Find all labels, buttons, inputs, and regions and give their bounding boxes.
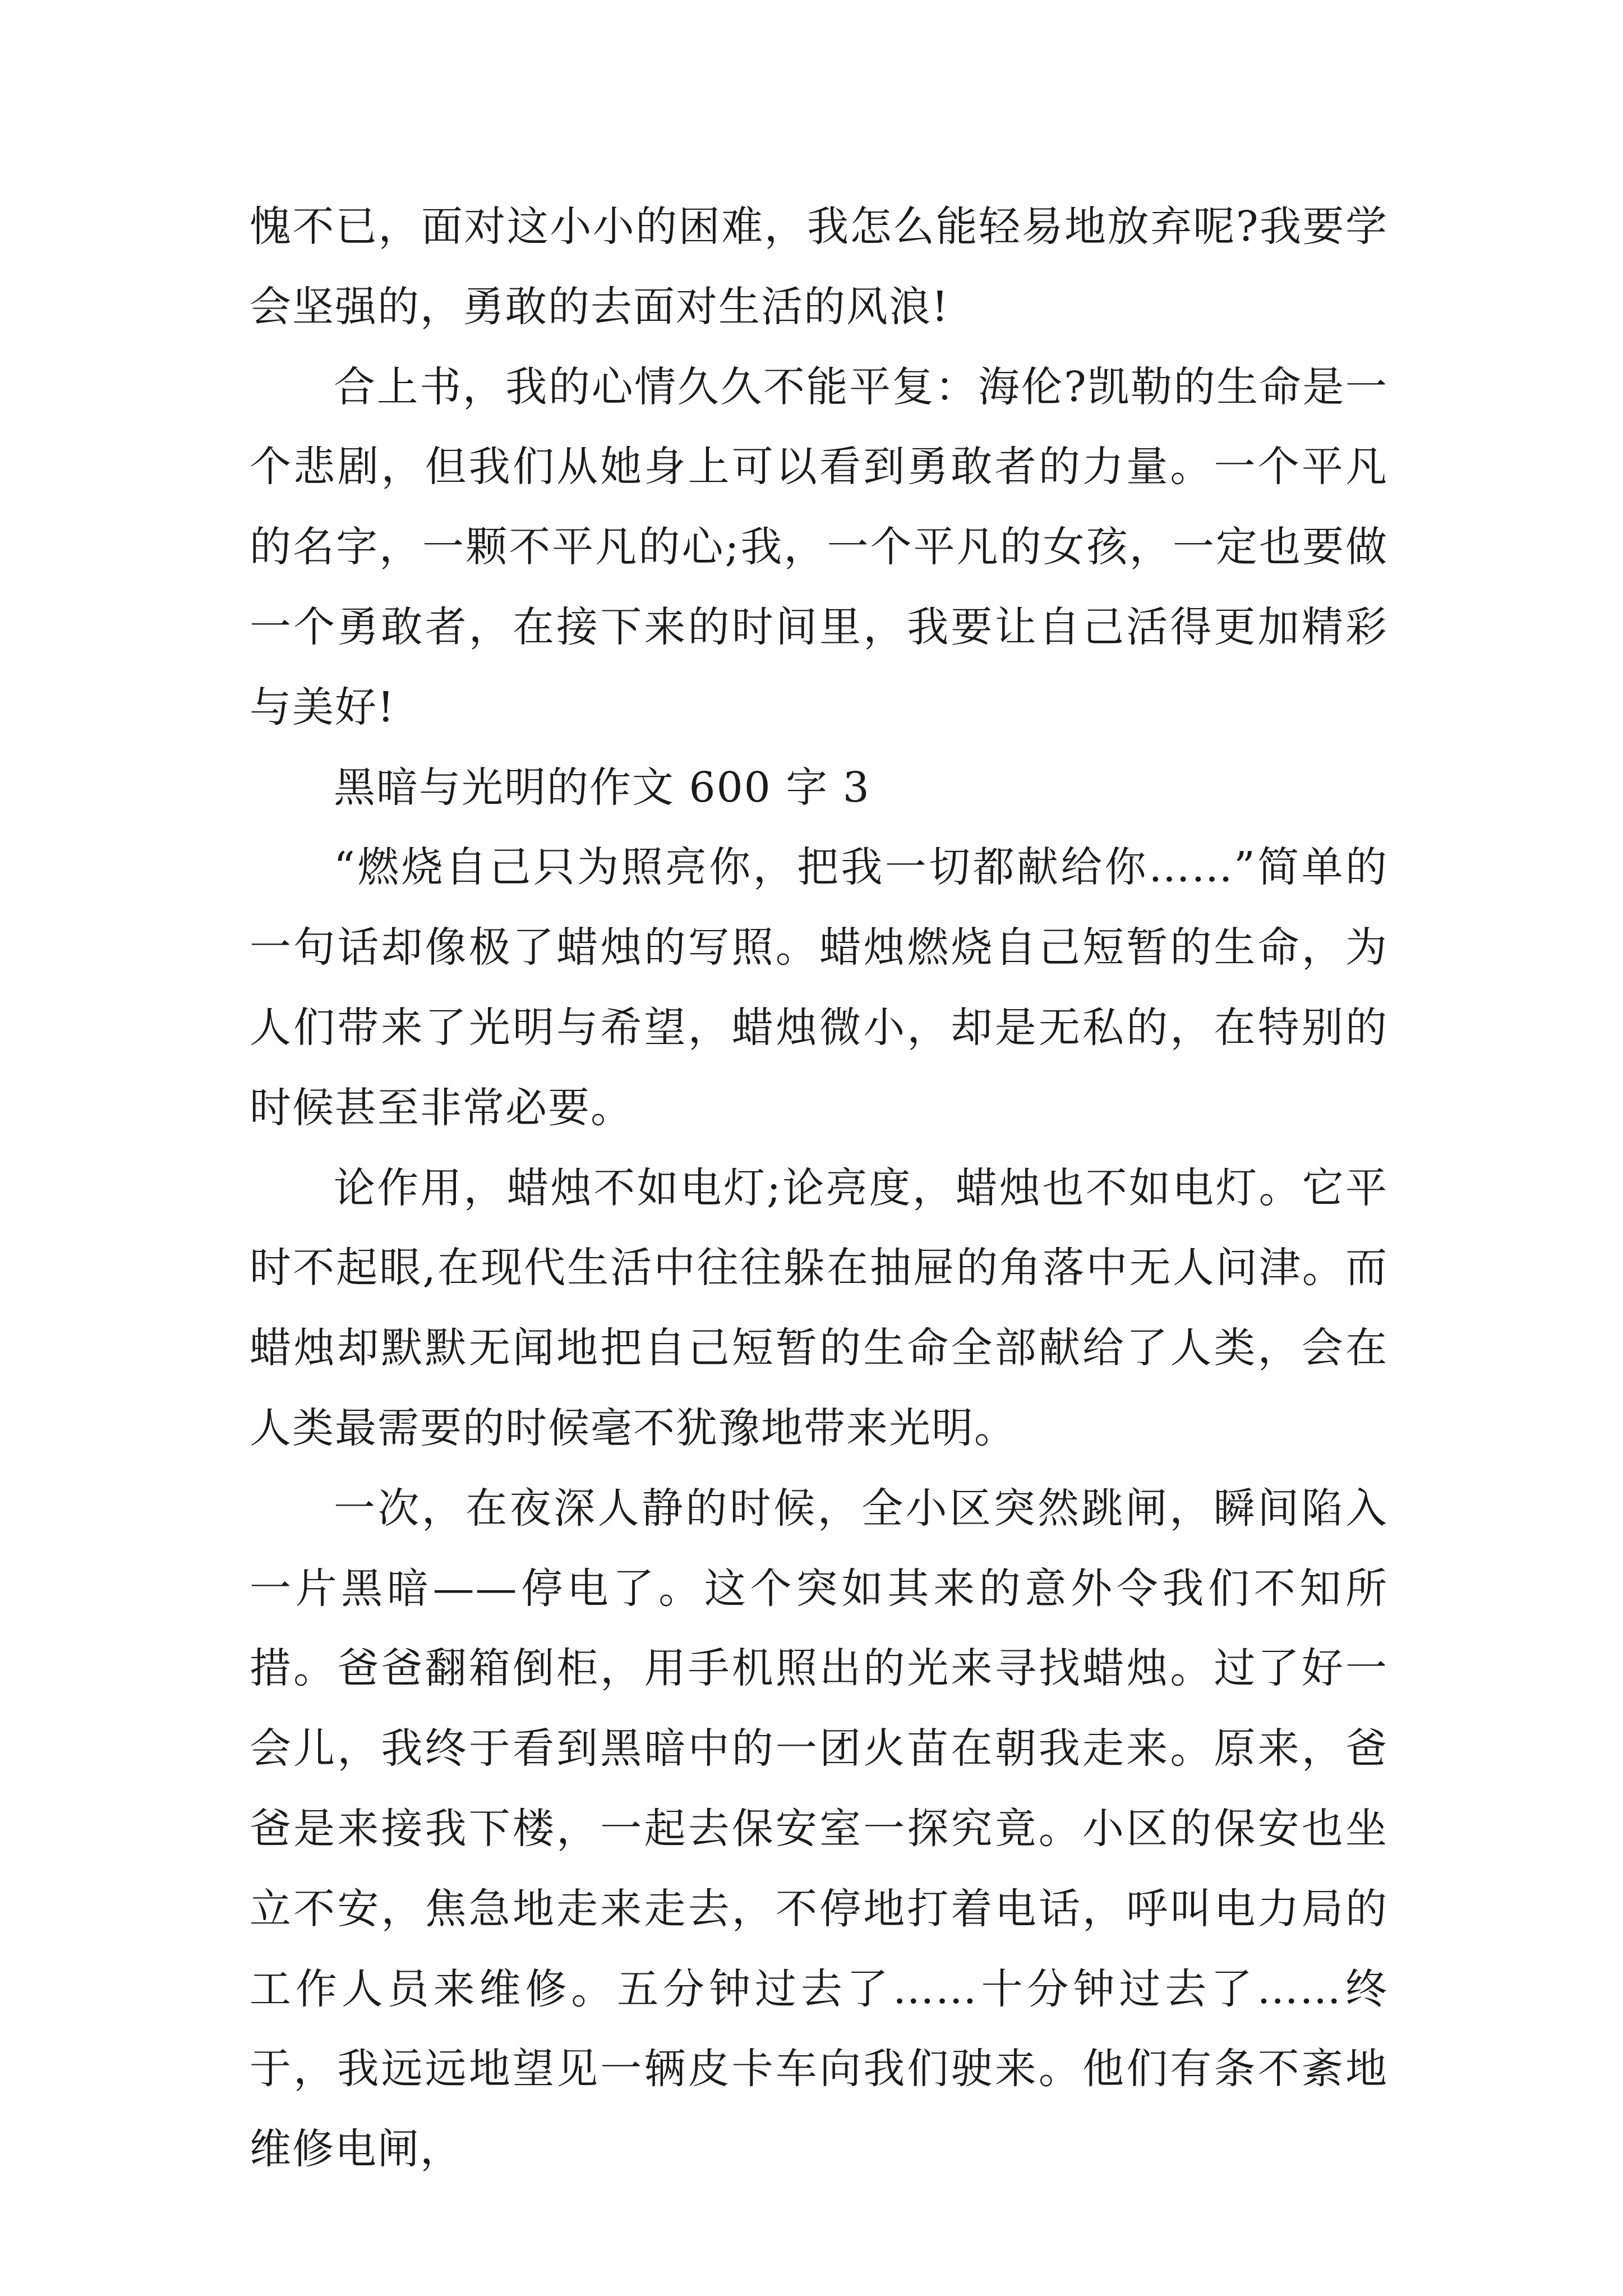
section-heading: 黑暗与光明的作文 600 字 3: [334, 763, 870, 812]
paragraph-4: 论作用，蜡烛不如电灯;论亮度，蜡烛也不如电灯。它平时不起眼,在现代生活中往往躲在抽屉的角落中无人问津。而蜡烛却默默无闻地把自己短暂的生命全部献给了人类，会在人类最需要的时候毫不犹豫地带来光明。: [250, 1163, 1388, 1452]
paragraph-1: 愧不已，面对这小小的困难，我怎么能轻易地放弃呢?我要学会坚强的，勇敢的去面对生活的风浪!: [250, 203, 1388, 331]
paragraph-2: 合上书，我的心情久久不能平复：海伦?凯勒的生命是一个悲剧，但我们从她身上可以看到勇敢者的力量。一个平凡的名字，一颗不平凡的心;我，一个平凡的女孩，一定也要做一个勇敢者，在接下来的时间里，我要让自己活得更加精彩与美好!: [250, 362, 1388, 731]
paragraph-3: “燃烧自己只为照亮你，把我一切都献给你……”简单的一句话却像极了蜡烛的写照。蜡烛燃烧自己短暂的生命，为人们带来了光明与希望，蜡烛微小，却是无私的，在特别的时候甚至非常必要。: [250, 843, 1388, 1132]
document-body: [250, 187, 1388, 2189]
paragraph-5: 一次，在夜深人静的时候，全小区突然跳闸，瞬间陷入一片黑暗——停电了。这个突如其来的意外令我们不知所措。爸爸翻箱倒柜，用手机照出的光来寻找蜡烛。过了好一会儿，我终于看到黑暗中的一团火苗在朝我走来。原来，爸爸是来接我下楼，一起去保安室一探究竟。小区的保安也坐立不安，焦急地走来走去，不停地打着电话，呼叫电力局的工作人员来维修。五分钟过去了……十分钟过去了……终于，我远远地望见一辆皮卡车向我们驶来。他们有条不紊地维修电闸，: [250, 1484, 1388, 2174]
